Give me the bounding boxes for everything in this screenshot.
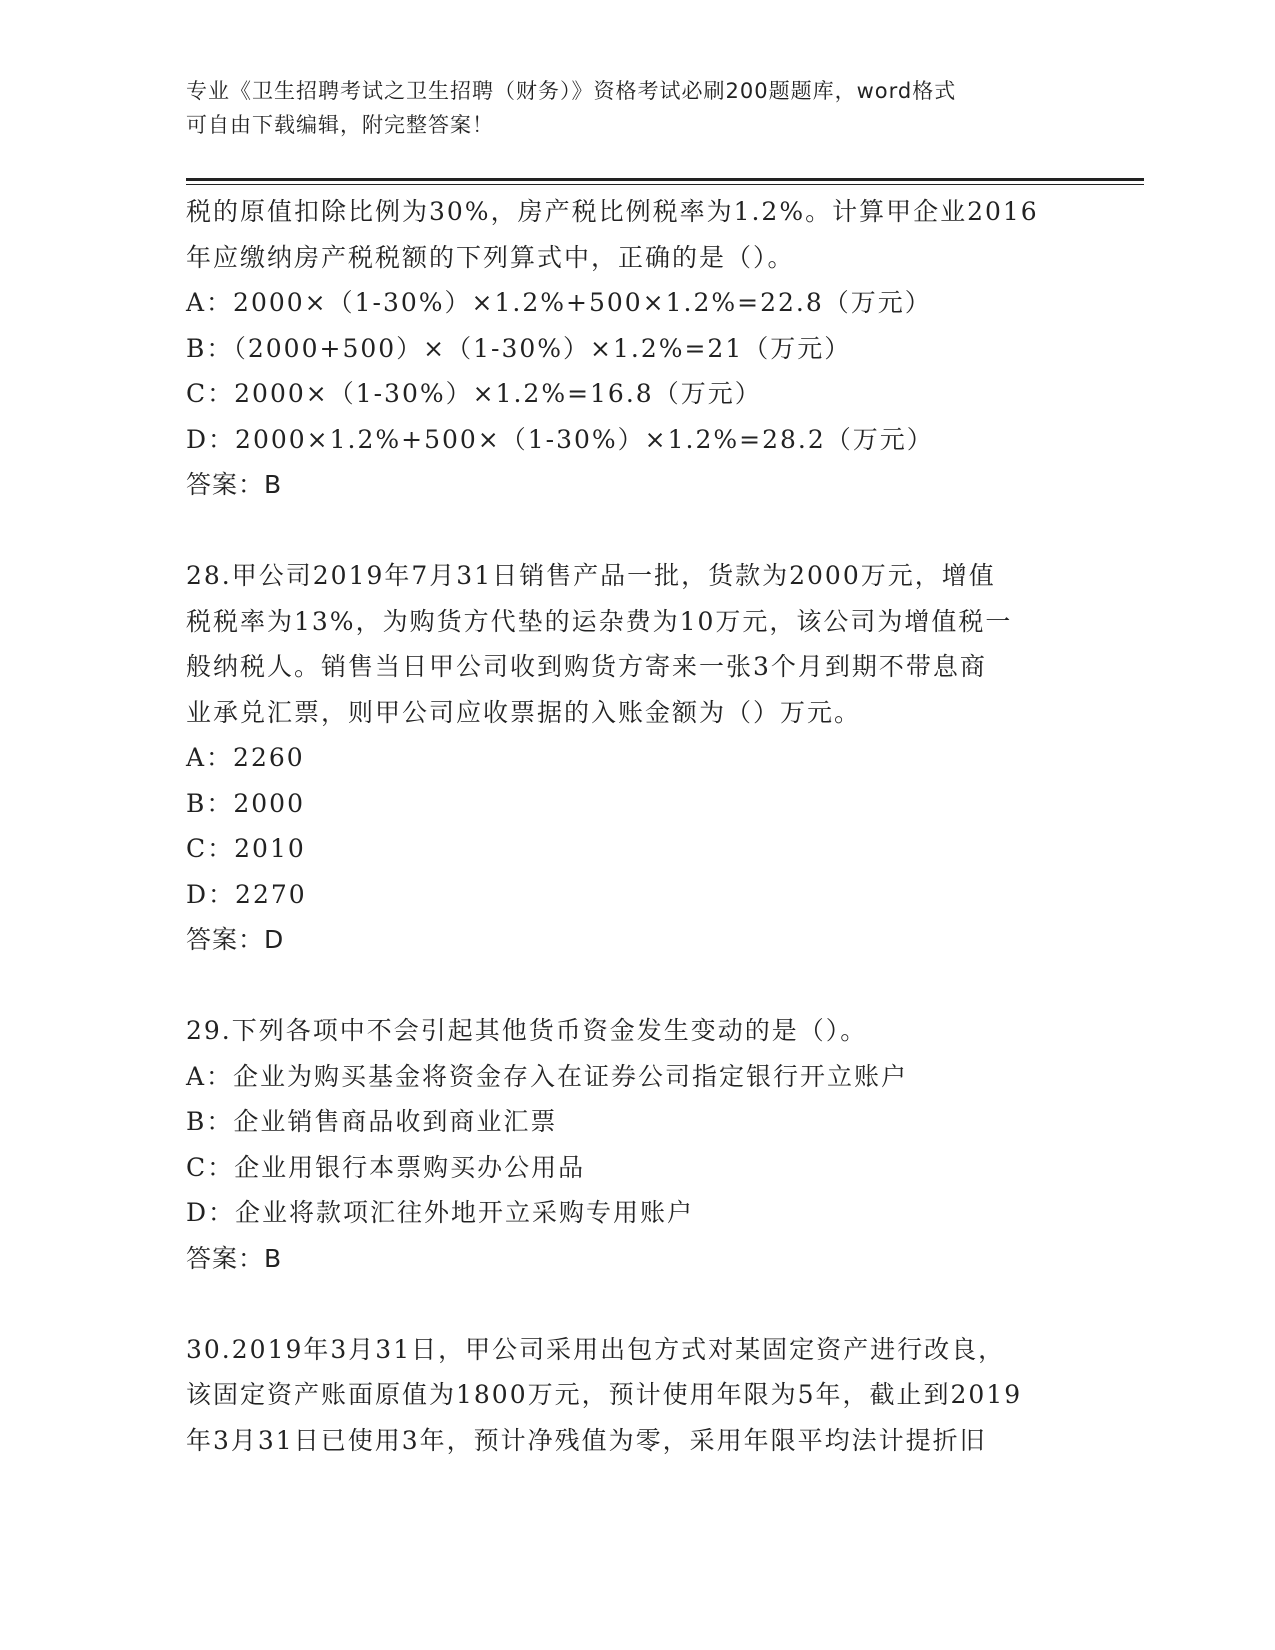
option-d: D：2270 [186, 879, 307, 909]
question-stem-line: 般纳税人。销售当日甲公司收到购货方寄来一张3个月到期不带息商 [186, 652, 987, 681]
answer-line: 答案：B [186, 1243, 283, 1273]
option-b: B：企业销售商品收到商业汇票 [186, 1107, 558, 1136]
question-spacer [186, 508, 1086, 554]
question-stem-line: 30.2019年3月31日，甲公司采用出包方式对某固定资产进行改良， [186, 1334, 1006, 1364]
header-divider-thin [186, 184, 1144, 185]
option-a: A：2000×（1-30%）×1.2%+500×1.2%=22.8（万元） [186, 288, 932, 317]
question-content [186, 189, 1086, 1463]
question-stem-line: 该固定资产账面原值为1800万元，预计使用年限为5年，截止到2019 [186, 1380, 1023, 1409]
question-stem-line: 29.下列各项中不会引起其他货币资金发生变动的是（）。 [186, 1016, 868, 1045]
question-stem-line: 年3月31日已使用3年，预计净残值为零，采用年限平均法计提折旧 [186, 1425, 987, 1455]
question-stem-line: 28.甲公司2019年7月31日销售产品一批，货款为2000万元，增值 [186, 561, 996, 590]
header-title-line-2: 可自由下载编辑，附完整答案！ [186, 113, 494, 137]
option-c: C：企业用银行本票购买办公用品 [186, 1152, 586, 1182]
document-header [186, 74, 1086, 142]
option-a: A：2260 [186, 743, 305, 772]
question-stem-line: 年应缴纳房产税税额的下列算式中，正确的是（）。 [186, 242, 795, 272]
question-28 [186, 553, 1086, 963]
question-30 [186, 1327, 1086, 1464]
option-c: C：2010 [186, 834, 306, 863]
question-spacer [186, 1281, 1086, 1327]
option-d: D：企业将款项汇往外地开立采购专用账户 [186, 1198, 695, 1227]
header-divider-thick [186, 178, 1144, 181]
question-spacer [186, 963, 1086, 1009]
option-b: B：2000 [186, 788, 305, 818]
header-title-line-1: 专业《卫生招聘考试之卫生招聘（财务）》资格考试必刷200题题库，word格式 [186, 79, 957, 103]
question-29 [186, 1008, 1086, 1281]
option-a: A：企业为购买基金将资金存入在证券公司指定银行开立账户 [186, 1061, 909, 1091]
answer-line: 答案：B [186, 470, 283, 499]
question-stem-line: 税税率为13%，为购货方代垫的运杂费为10万元，该公司为增值税一 [186, 606, 1013, 636]
question-27 [186, 189, 1086, 508]
option-b: B：（2000+500）×（1-30%）×1.2%=21（万元） [186, 333, 852, 363]
answer-line: 答案：D [186, 925, 285, 954]
question-stem-line: 业承兑汇票，则甲公司应收票据的入账金额为（）万元。 [186, 697, 862, 727]
option-c: C：2000×（1-30%）×1.2%=16.8（万元） [186, 379, 762, 408]
option-d: D：2000×1.2%+500×（1-30%）×1.2%=28.2（万元） [186, 424, 934, 454]
question-stem-line: 税的原值扣除比例为30%，房产税比例税率为1.2%。计算甲企业2016 [186, 197, 1039, 226]
